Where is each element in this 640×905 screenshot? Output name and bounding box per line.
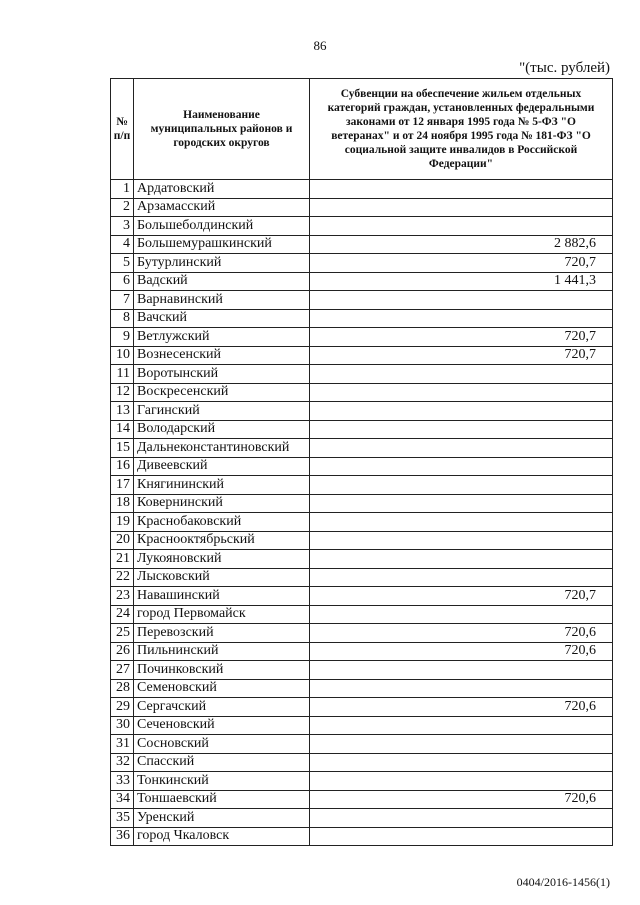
table-row [111, 309, 613, 328]
district-name: Сеченовский [134, 716, 310, 735]
table-row [111, 383, 613, 402]
district-name: Дальнеконстантиновский [134, 439, 310, 458]
table-row [111, 328, 613, 347]
row-number: 2 [111, 198, 134, 217]
district-name: Сергачский [134, 698, 310, 717]
table-row [111, 272, 613, 291]
district-name: Пильнинский [134, 642, 310, 661]
table-row [111, 809, 613, 828]
table-row [111, 198, 613, 217]
subsidy-value [310, 457, 613, 476]
subsidy-value [310, 735, 613, 754]
district-name: Краснобаковский [134, 513, 310, 532]
district-name: Ардатовский [134, 180, 310, 199]
district-name: Бутурлинский [134, 254, 310, 273]
district-name: Княгининский [134, 476, 310, 495]
district-name: Володарский [134, 420, 310, 439]
header-name: Наименование муниципальных районов и городских округов [134, 79, 310, 180]
district-name: Семеновский [134, 679, 310, 698]
district-name: Большемурашкинский [134, 235, 310, 254]
row-number: 21 [111, 550, 134, 569]
subsidy-value [310, 568, 613, 587]
table-row [111, 439, 613, 458]
subsidy-value: 2 882,6 [310, 235, 613, 254]
table-row [111, 661, 613, 680]
table-row [111, 735, 613, 754]
district-name: Лукояновский [134, 550, 310, 569]
table-row [111, 494, 613, 513]
table-row [111, 291, 613, 310]
district-name: Воскресенский [134, 383, 310, 402]
subsidy-value [310, 180, 613, 199]
row-number: 8 [111, 309, 134, 328]
subsidy-value [310, 365, 613, 384]
subsidy-value: 720,7 [310, 587, 613, 606]
subsidy-value [310, 753, 613, 772]
district-name: Починковский [134, 661, 310, 680]
units-label: "(тыс. рублей) [519, 60, 610, 76]
table-row [111, 235, 613, 254]
table-row [111, 642, 613, 661]
subsidy-value: 720,6 [310, 642, 613, 661]
table-row [111, 402, 613, 421]
district-name: Лысковский [134, 568, 310, 587]
row-number: 36 [111, 827, 134, 846]
table-row [111, 624, 613, 643]
subsidy-value: 720,6 [310, 698, 613, 717]
row-number: 13 [111, 402, 134, 421]
subsidy-value: 720,7 [310, 328, 613, 347]
subsidy-value: 1 441,3 [310, 272, 613, 291]
table-row [111, 180, 613, 199]
subsidy-value [310, 439, 613, 458]
row-number: 27 [111, 661, 134, 680]
subsidy-value [310, 494, 613, 513]
subsidy-value: 720,7 [310, 346, 613, 365]
district-name: Тонкинский [134, 772, 310, 791]
district-name: Арзамасский [134, 198, 310, 217]
row-number: 7 [111, 291, 134, 310]
row-number: 18 [111, 494, 134, 513]
row-number: 32 [111, 753, 134, 772]
subsidy-value [310, 476, 613, 495]
table-row [111, 550, 613, 569]
district-name: Вадский [134, 272, 310, 291]
row-number: 16 [111, 457, 134, 476]
table-row [111, 827, 613, 846]
subsidy-value: 720,7 [310, 254, 613, 273]
row-number: 29 [111, 698, 134, 717]
subsidy-value [310, 550, 613, 569]
document-code: 0404/2016-1456(1) [516, 875, 610, 889]
row-number: 35 [111, 809, 134, 828]
table-row [111, 605, 613, 624]
row-number: 10 [111, 346, 134, 365]
district-name: Дивеевский [134, 457, 310, 476]
subsidy-value [310, 827, 613, 846]
subsidy-value [310, 679, 613, 698]
subsidy-value [310, 661, 613, 680]
subsidy-value [310, 309, 613, 328]
subsidy-value [310, 420, 613, 439]
table-row [111, 365, 613, 384]
table-header-row [111, 79, 613, 180]
row-number: 9 [111, 328, 134, 347]
district-name: Воротынский [134, 365, 310, 384]
table-row [111, 790, 613, 809]
district-name: Ветлужский [134, 328, 310, 347]
table-row [111, 531, 613, 550]
subsidy-table [110, 78, 613, 846]
header-num: № п/п [111, 79, 134, 180]
district-name: Спасский [134, 753, 310, 772]
row-number: 3 [111, 217, 134, 236]
table-row [111, 568, 613, 587]
subsidy-value [310, 217, 613, 236]
table-body [111, 180, 613, 846]
district-name: Большеболдинский [134, 217, 310, 236]
table-row [111, 513, 613, 532]
row-number: 17 [111, 476, 134, 495]
district-name: Гагинский [134, 402, 310, 421]
header-value: Субвенции на обеспечение жильем отдельных категорий граждан, установленных федеральными законами от 12 января 1995 года № 5-ФЗ "О ветеранах" и от 24 ноября 1995 года № 181-ФЗ "О социальной защите инвалидов в Российской Федерации" [310, 79, 613, 180]
row-number: 25 [111, 624, 134, 643]
district-name: Навашинский [134, 587, 310, 606]
table-row [111, 772, 613, 791]
page-number: 86 [313, 38, 327, 53]
district-name: Вачский [134, 309, 310, 328]
district-name: Краснооктябрьский [134, 531, 310, 550]
row-number: 34 [111, 790, 134, 809]
district-name: город Чкаловск [134, 827, 310, 846]
district-name: Уренский [134, 809, 310, 828]
district-name: Вознесенский [134, 346, 310, 365]
row-number: 19 [111, 513, 134, 532]
row-number: 6 [111, 272, 134, 291]
row-number: 20 [111, 531, 134, 550]
row-number: 15 [111, 439, 134, 458]
row-number: 33 [111, 772, 134, 791]
row-number: 1 [111, 180, 134, 199]
row-number: 5 [111, 254, 134, 273]
subsidy-value [310, 531, 613, 550]
subsidy-value [310, 383, 613, 402]
row-number: 11 [111, 365, 134, 384]
district-name: Перевозский [134, 624, 310, 643]
table-row [111, 217, 613, 236]
district-name: Варнавинский [134, 291, 310, 310]
subsidy-value [310, 772, 613, 791]
row-number: 12 [111, 383, 134, 402]
subsidy-value [310, 809, 613, 828]
table-row [111, 476, 613, 495]
subsidy-value [310, 198, 613, 217]
row-number: 28 [111, 679, 134, 698]
row-number: 26 [111, 642, 134, 661]
subsidy-value [310, 513, 613, 532]
row-number: 30 [111, 716, 134, 735]
table-row [111, 254, 613, 273]
row-number: 31 [111, 735, 134, 754]
table-row [111, 420, 613, 439]
district-name: город Первомайск [134, 605, 310, 624]
subsidy-value [310, 402, 613, 421]
subsidy-value [310, 716, 613, 735]
district-name: Ковернинский [134, 494, 310, 513]
district-name: Тоншаевский [134, 790, 310, 809]
table-row [111, 753, 613, 772]
table-row [111, 698, 613, 717]
district-name: Сосновский [134, 735, 310, 754]
table-row [111, 679, 613, 698]
table-row [111, 587, 613, 606]
row-number: 14 [111, 420, 134, 439]
subsidy-value [310, 291, 613, 310]
row-number: 4 [111, 235, 134, 254]
subsidy-value [310, 605, 613, 624]
table-row [111, 716, 613, 735]
subsidy-value: 720,6 [310, 624, 613, 643]
subsidy-value: 720,6 [310, 790, 613, 809]
table-row [111, 346, 613, 365]
row-number: 23 [111, 587, 134, 606]
row-number: 24 [111, 605, 134, 624]
row-number: 22 [111, 568, 134, 587]
table-row [111, 457, 613, 476]
